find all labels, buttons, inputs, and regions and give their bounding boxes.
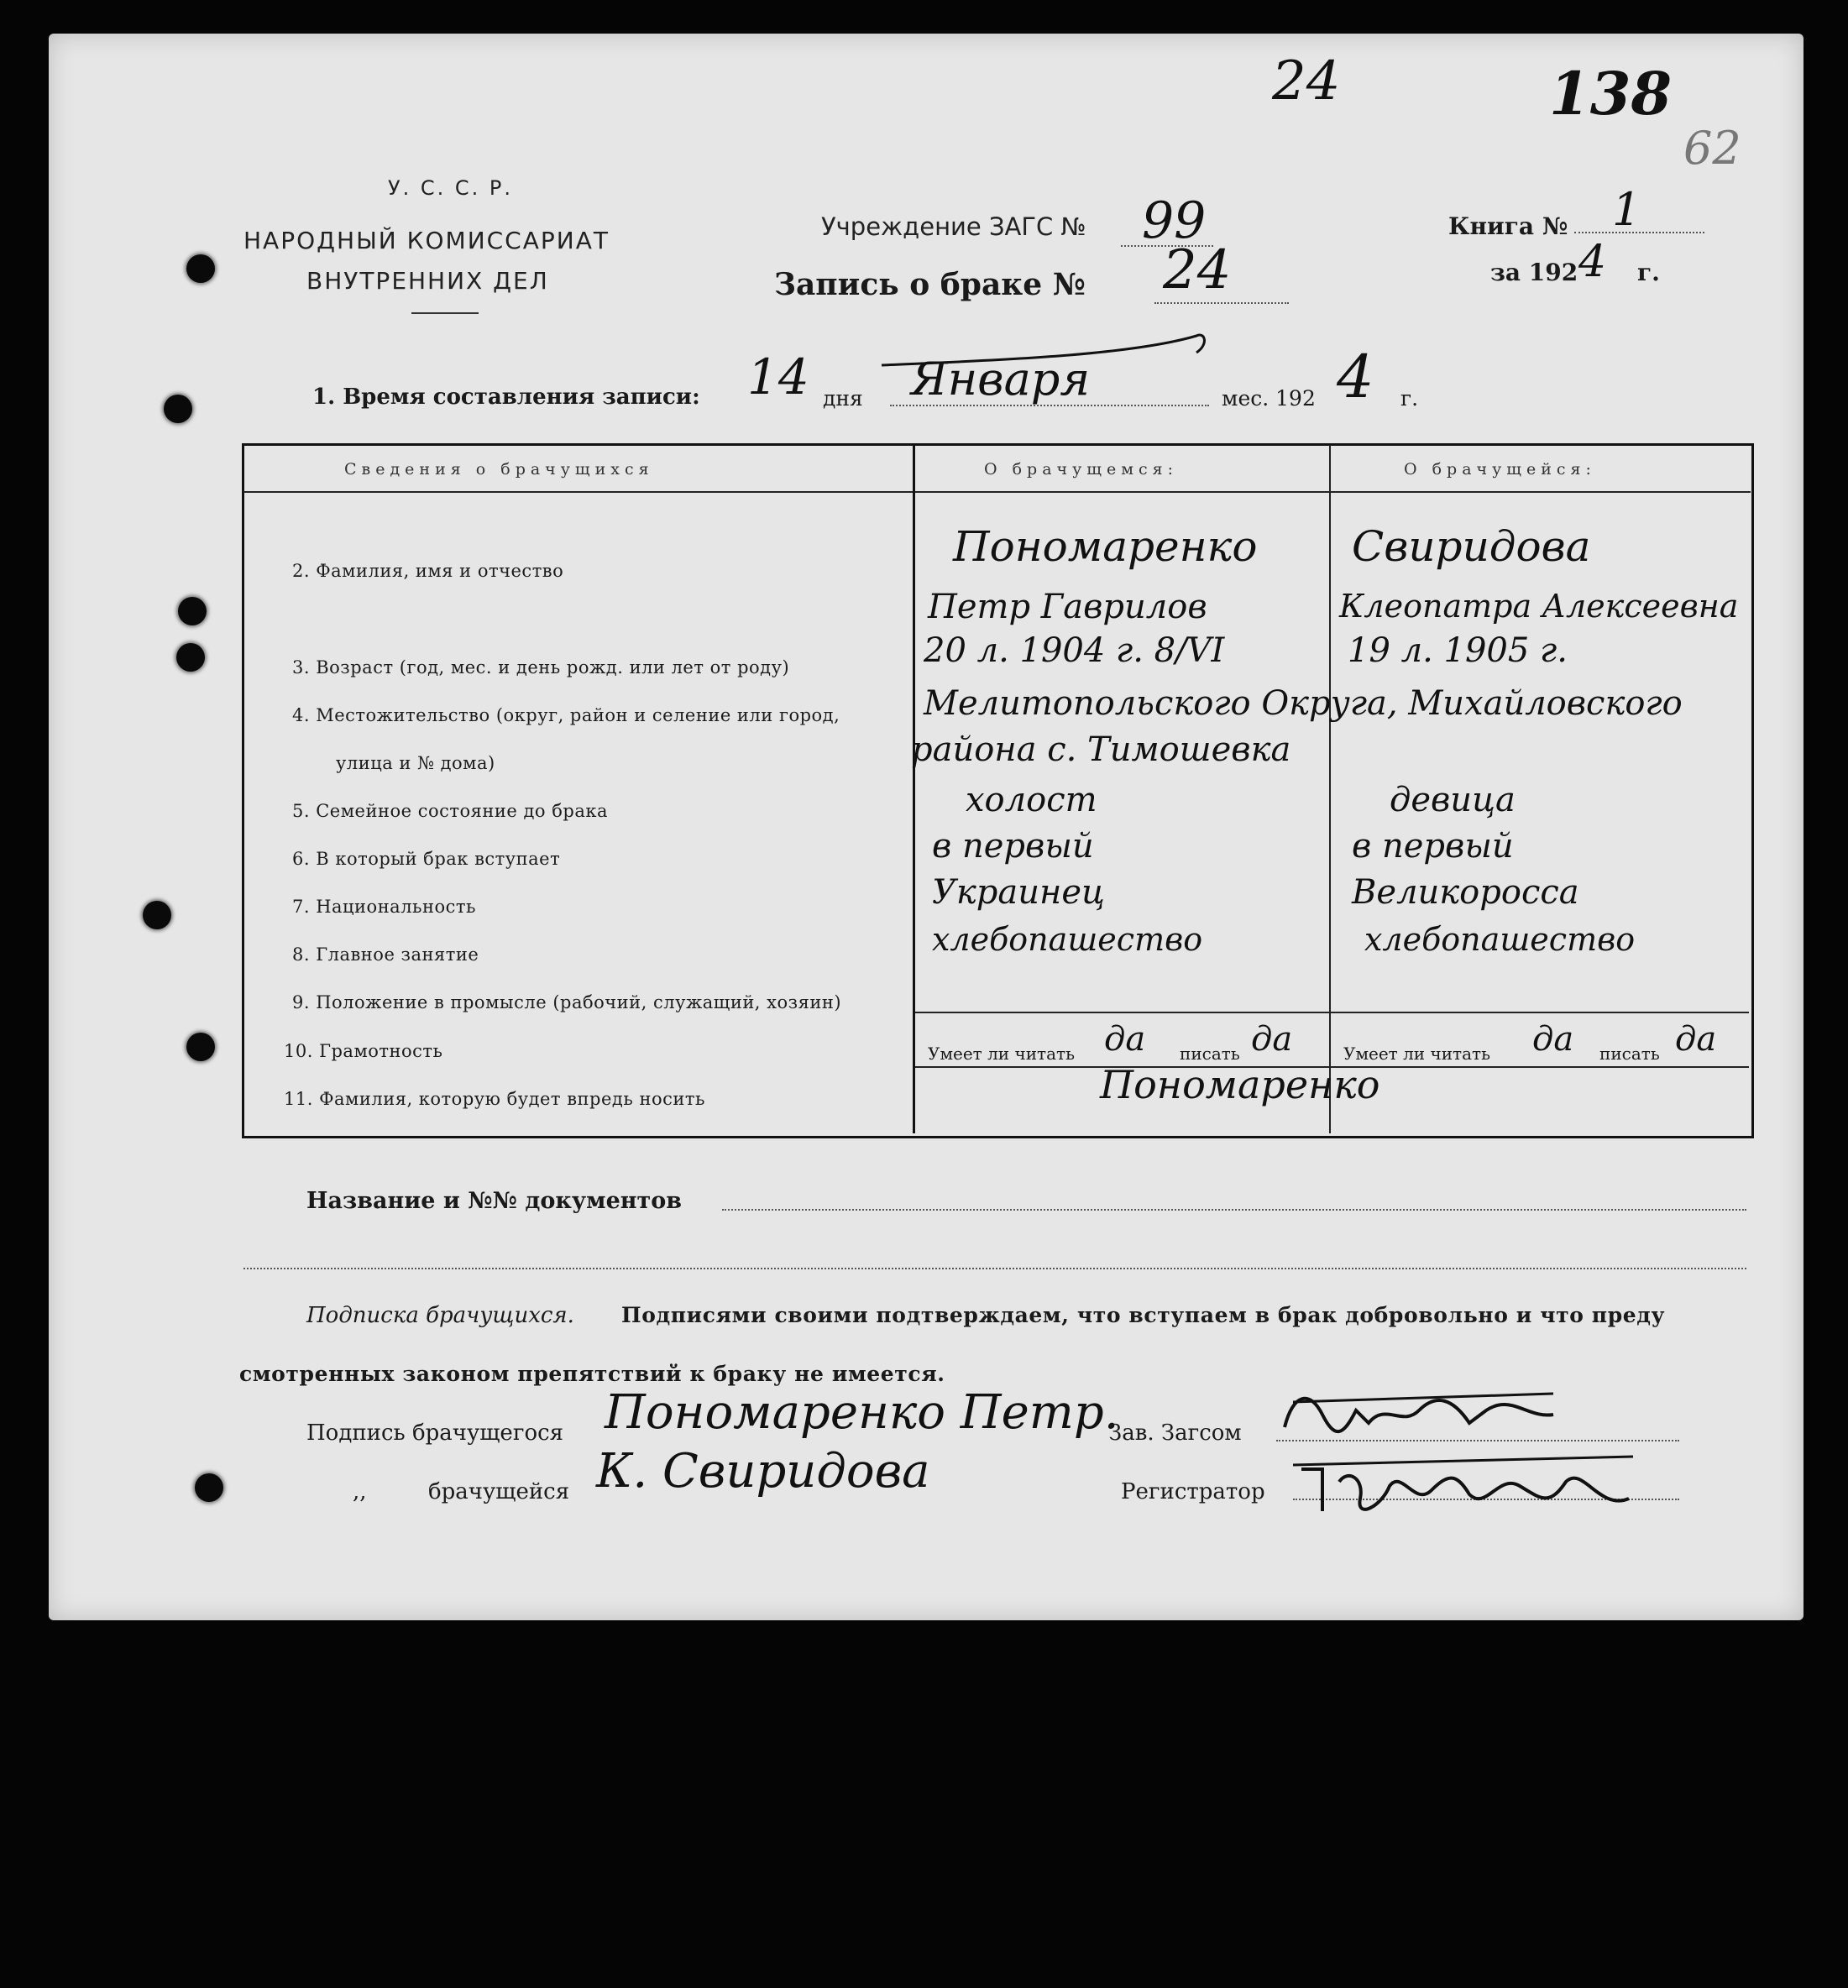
bride-age: 19 л. 1905 г.: [1348, 631, 1568, 670]
punch-hole: [164, 395, 192, 423]
bride-name: Клеопатра Алексеевна: [1339, 588, 1739, 625]
table-header-groom: О брачущемся:: [984, 460, 1179, 479]
groom-nationality: Украинец: [932, 873, 1105, 912]
groom-name: Петр Гаврилов: [928, 588, 1207, 626]
year-digit: 4: [1578, 237, 1607, 287]
bride-signature-prefix: ,,: [353, 1479, 367, 1504]
date-day: 14: [747, 348, 809, 405]
groom-occupation: хлебопашество: [932, 921, 1203, 958]
punch-hole: [195, 1473, 223, 1502]
registrar-signature-scribble: [1289, 1448, 1641, 1524]
groom-age: 20 л. 1904 г. 8/VI: [924, 631, 1225, 670]
bride-nationality: Великоросса: [1352, 873, 1579, 912]
day-word: дня: [823, 386, 863, 411]
row-label: 4. Местожительство (округ, район и селение или город,: [292, 705, 840, 725]
table-header-rule: [243, 491, 1751, 493]
bride-can-write: да: [1675, 1020, 1717, 1059]
registrar-label: Регистратор: [1121, 1479, 1265, 1504]
bride-surname: Свиридова: [1352, 522, 1591, 571]
institution-label: Учреждение ЗАГС №: [821, 212, 1086, 241]
groom-surname: Пономаренко: [953, 522, 1258, 571]
groom-can-write: да: [1251, 1020, 1293, 1059]
book-label: Книга №: [1448, 212, 1568, 240]
row-label: 7. Национальность: [292, 897, 476, 917]
year-prefix: за 192: [1490, 259, 1578, 286]
row-label: 6. В который брак вступает: [292, 849, 561, 869]
row-label: 8. Главное занятие: [292, 944, 479, 965]
table-column-divider: [1329, 445, 1331, 1133]
bride-signature: К. Свиридова: [596, 1444, 930, 1499]
fill-line: [890, 405, 1209, 406]
bride-marital-status: девица: [1390, 781, 1516, 819]
year-suffix: г.: [1637, 259, 1660, 286]
row-label: 10. Грамотность: [284, 1041, 443, 1061]
table-row-rule: [915, 1012, 1749, 1013]
groom-residence-2: района с. Тимошевка: [911, 730, 1291, 769]
row-label: 11. Фамилия, которую будет впредь носить: [284, 1089, 705, 1109]
punch-hole: [178, 597, 207, 625]
record-number: 24: [1163, 239, 1232, 301]
date-year-digit: 4: [1337, 343, 1374, 411]
head-label: Зав. Загсом: [1108, 1420, 1242, 1446]
row-label: 3. Возраст (год, мес. и день рожд. или лет от роду): [292, 657, 790, 677]
archive-mark: 62: [1683, 122, 1741, 175]
head-signature-scribble: [1276, 1377, 1562, 1444]
literacy-read-label: Умеет ли читать: [1343, 1044, 1490, 1064]
institution-number: 99: [1142, 191, 1207, 250]
bride-can-read: да: [1532, 1020, 1574, 1059]
row-label: 2. Фамилия, имя и отчество: [292, 561, 564, 581]
groom-marriage-number: в первый: [932, 827, 1094, 866]
month-underline-flourish: [873, 327, 1209, 378]
fill-line: [1574, 232, 1704, 233]
fill-line: [1154, 302, 1289, 304]
bride-occupation: хлебопашество: [1364, 921, 1636, 958]
punch-hole: [176, 643, 205, 672]
archive-mark: 138: [1549, 59, 1673, 128]
bride-signature-label: брачущейся: [428, 1479, 570, 1504]
table-header-fields: Сведения о брачущихся: [344, 460, 654, 479]
book-number: 1: [1612, 183, 1641, 236]
groom-marital-status: холост: [966, 781, 1097, 819]
future-surname: Пономаренко: [1100, 1062, 1380, 1107]
groom-signature-label: Подпись брачущегося: [306, 1420, 564, 1446]
bride-marriage-number: в первый: [1352, 827, 1514, 866]
punch-hole: [186, 254, 215, 283]
row-label: улица и № дома): [336, 753, 495, 773]
record-title: Запись о браке №: [774, 267, 1086, 302]
row-label: 9. Положение в промысле (рабочий, служащий, хозяин): [292, 992, 842, 1012]
header-rule: [411, 312, 479, 314]
literacy-write-label: писать: [1599, 1044, 1660, 1064]
punch-hole: [143, 901, 171, 929]
state-abbreviation: У. С. С. Р.: [388, 176, 514, 200]
groom-signature: Пономаренко Петр.: [605, 1385, 1119, 1440]
declaration-lead: Подписка брачущихся.: [306, 1303, 574, 1328]
punch-hole: [186, 1033, 215, 1061]
commissariat-line1: НАРОДНЫЙ КОМИССАРИАТ: [243, 227, 610, 254]
documents-label: Название и №№ документов: [306, 1188, 683, 1214]
declaration-text2: смотренных законом препятствий к браку не имеется.: [239, 1362, 945, 1386]
groom-residence: Мелитопольского Округа, Михайловского: [924, 684, 1683, 723]
table-header-bride: О брачущейся:: [1404, 460, 1596, 479]
groom-can-read: да: [1104, 1020, 1146, 1059]
literacy-read-label: Умеет ли читать: [928, 1044, 1075, 1064]
month-word: мес. 192: [1222, 386, 1316, 411]
commissariat-line2: ВНУТРЕННИХ ДЕЛ: [306, 267, 549, 295]
table-column-divider: [913, 445, 915, 1133]
fill-line: [243, 1268, 1746, 1269]
literacy-write-label: писать: [1180, 1044, 1240, 1064]
date-month: Января: [911, 353, 1091, 405]
fill-line: [722, 1209, 1746, 1211]
declaration-text1: Подписями своими подтверждаем, что вступаем в брак добровольно и что преду: [621, 1303, 1666, 1327]
date-year-suffix: г.: [1400, 386, 1419, 411]
date-label: 1. Время составления записи:: [312, 385, 700, 410]
archive-mark: 24: [1272, 50, 1341, 112]
row-label: 5. Семейное состояние до брака: [292, 801, 608, 821]
